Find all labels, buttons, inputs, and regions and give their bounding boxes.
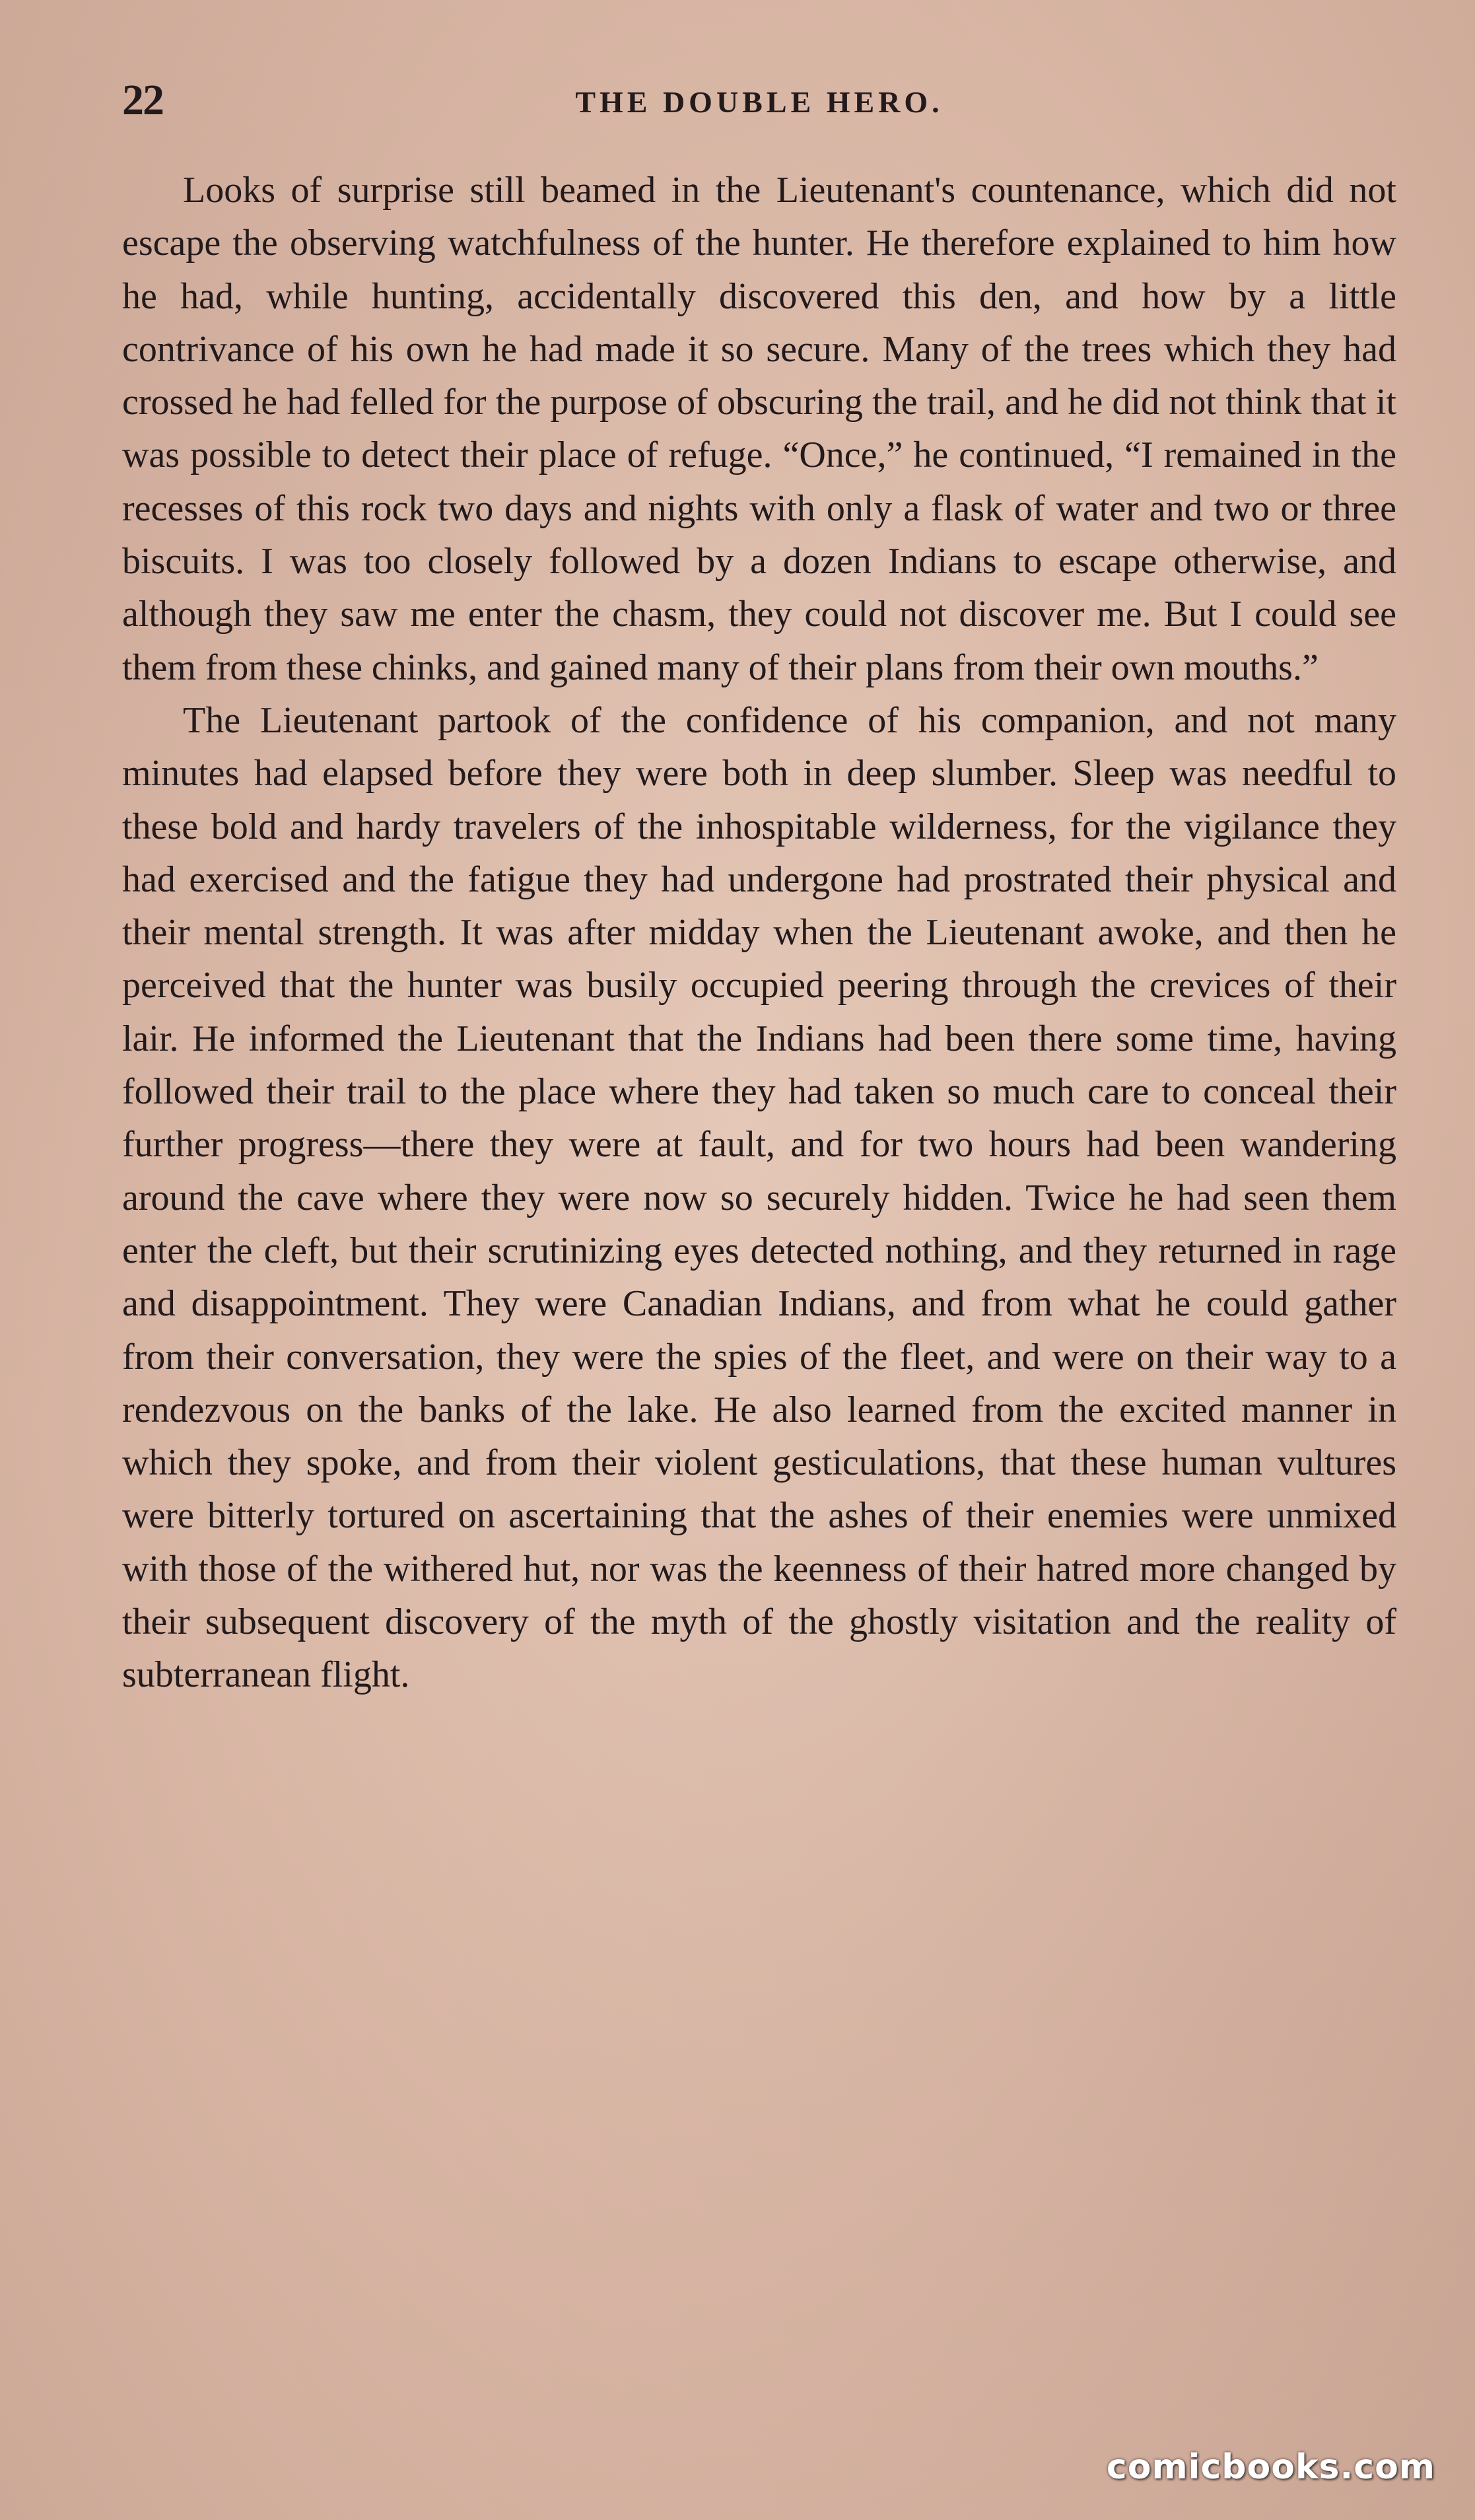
body-text xyxy=(122,164,1396,1702)
page-number: 22 xyxy=(122,76,163,124)
watermark: comicbooks.com xyxy=(1106,2447,1435,2487)
running-title: THE DOUBLE HERO. xyxy=(575,85,943,119)
page-header xyxy=(122,74,1396,127)
paragraph: The Lieutenant partook of the confidence of his companion, and not many minutes had elapsed before they were both in deep slumber. Sleep was needful to these bold and hardy travelers of the inhospitable wilderness, for the vigilance they had exercised and the fatigue they had undergone had prostrated their physical and their mental strength. It was after midday when the Lieutenant awoke, and then he perceived that the hunter was busily occupied peering through the crevices of their lair. He informed the Lieutenant that the Indians had been there some time, having followed their trail to the place where they had taken so much care to conceal their further progress—there they were at fault, and for two hours had been wandering around the cave where they were now so securely hidden. Twice he had seen them enter the cleft, but their scrutinizing eyes detected nothing, and they returned in rage and disappointment. They were Canadian Indians, and from what he could gather from their conversation, they were the spies of the fleet, and were on their way to a rendezvous on the banks of the lake. He also learned from the excited manner in which they spoke, and from their violent gesticulations, that these human vultures were bitterly tortured on ascertaining that the ashes of their enemies were unmixed with those of the withered hut, nor was the keenness of their hatred more changed by their subsequent discovery of the myth of the ghostly visitation and the reality of subterranean flight. xyxy=(122,699,1396,1696)
paragraph: Looks of surprise still beamed in the Lieutenant's countenance, which did not escape the observing watchfulness of the hunter. He therefore explained to him how he had, while hunting, accidentally discovered this den, and how by a little contrivance of his own he had made it so secure. Many of the trees which they had crossed he had felled for the purpose of obscuring the trail, and he did not think that it was possible to detect their place of refuge. “Once,” he continued, “I remained in the recesses of this rock two days and nights with only a flask of water and two or three biscuits. I was too closely followed by a dozen Indians to escape otherwise, and although they saw me enter the chasm, they could not discover me. But I could see them from these chinks, and gained many of their plans from their own mouths.” xyxy=(122,170,1396,688)
